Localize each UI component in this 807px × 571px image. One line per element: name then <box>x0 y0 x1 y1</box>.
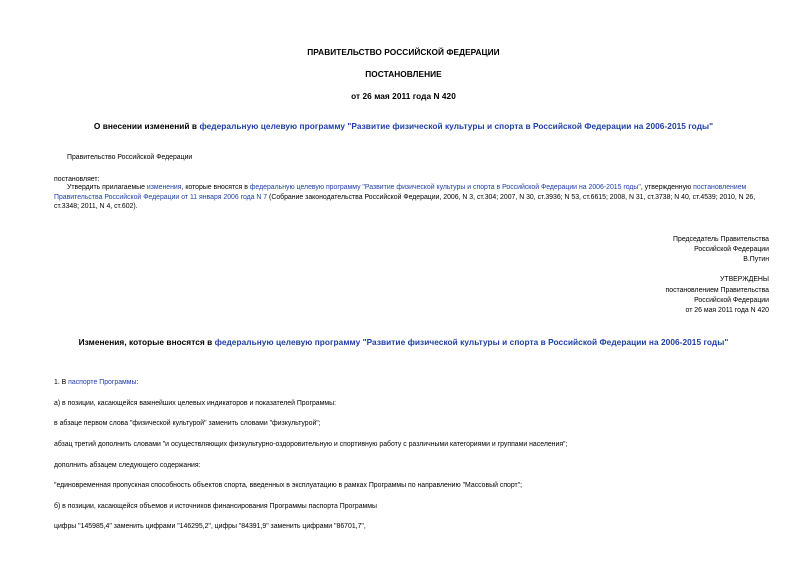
program-link-inline[interactable]: федеральную целевую программу "Развитие физической культуры и спорта в Российской Федерации на 2006-2015 годы" <box>249 184 641 191</box>
item-1-prefix: 1. В <box>54 379 69 386</box>
issuer-text: Правительство Российской Федерации <box>67 154 193 161</box>
signature-country: Российской Федерации <box>694 246 769 253</box>
item-a-1: в абзаце первом слова "физической культурой" заменить словами "физкультурой"; <box>54 420 321 427</box>
signature-name: В.Путин <box>743 256 769 263</box>
item-a-2: абзац третий дополнить словами "и осуществляющих физкультурно-оздоровительную и спортивную работу с различными категориями и группами населения"; <box>54 441 568 448</box>
document-title-prefix: О внесении изменений в <box>93 121 200 131</box>
item-b: б) в позиции, касающейся объемов и источников финансирования Программы паспорта Программы <box>54 503 377 510</box>
issuing-authority: ПРАВИТЕЛЬСТВО РОССИЙСКОЙ ФЕДЕРАЦИИ <box>307 47 500 57</box>
changes-title <box>0 337 807 347</box>
item-1-suffix: : <box>136 379 139 386</box>
item-a: а) в позиции, касающейся важнейших целевых индикаторов и показателей Программы: <box>54 400 336 407</box>
approved-by: постановлением Правительства <box>665 287 769 294</box>
changes-title-prefix: Изменения, которые вносятся в <box>78 337 215 347</box>
changes-link[interactable]: изменения <box>146 184 182 191</box>
resolution-text-4: (Собрание законодательства Российской Федерации, 2006, N 3, ст.304; 2007, N 30, ст.3936; N 53, ст.6615; 2008, N 31, ст.3738; N 40, ст.4539; 2010, N 26, ст.3348; 2011, N 4, ст.602). <box>54 193 756 211</box>
item-1 <box>54 378 138 387</box>
resolution-paragraph <box>54 183 770 212</box>
document-date-number: от 26 мая 2011 года N 420 <box>351 91 456 101</box>
signature-position: Председатель Правительства <box>673 236 769 243</box>
resolution-text-1: Утвердить прилагаемые <box>67 184 147 191</box>
item-a-3: дополнить абзацем следующего содержания: <box>54 462 201 469</box>
decides-text: постановляет: <box>54 176 100 183</box>
document-title <box>0 121 807 131</box>
item-a-4: "единовременная пропускная способность объектов спорта, введенных в эксплуатацию в рамках Программы по направлению "Массовый спорт"; <box>54 482 523 489</box>
approved-country: Российской Федерации <box>694 297 769 304</box>
approved-heading: УТВЕРЖДЕНЫ <box>720 276 769 283</box>
document-type: ПОСТАНОВЛЕНИЕ <box>365 69 442 79</box>
decree-link[interactable]: постановлением Правительства Российской Федерации от 11 января 2006 года N 7 <box>54 184 747 201</box>
approved-date: от 26 мая 2011 года N 420 <box>685 307 769 314</box>
item-b-1: цифры "145985,4" заменить цифрами "146295,2", цифры "84391,9" заменить цифрами "86701,7", <box>54 523 366 530</box>
resolution-text-3: , утвержденную <box>640 184 694 191</box>
program-link[interactable]: федеральную целевую программу "Развитие физической культуры и спорта в Российской Федерации на 2006-2015 годы" <box>199 121 714 131</box>
resolution-text-2: , которые вносятся в <box>181 184 250 191</box>
program-passport-link[interactable]: паспорте Программы <box>68 379 137 386</box>
changes-program-link[interactable]: федеральную целевую программу "Развитие физической культуры и спорта в Российской Федерации на 2006-2015 годы" <box>214 337 729 347</box>
